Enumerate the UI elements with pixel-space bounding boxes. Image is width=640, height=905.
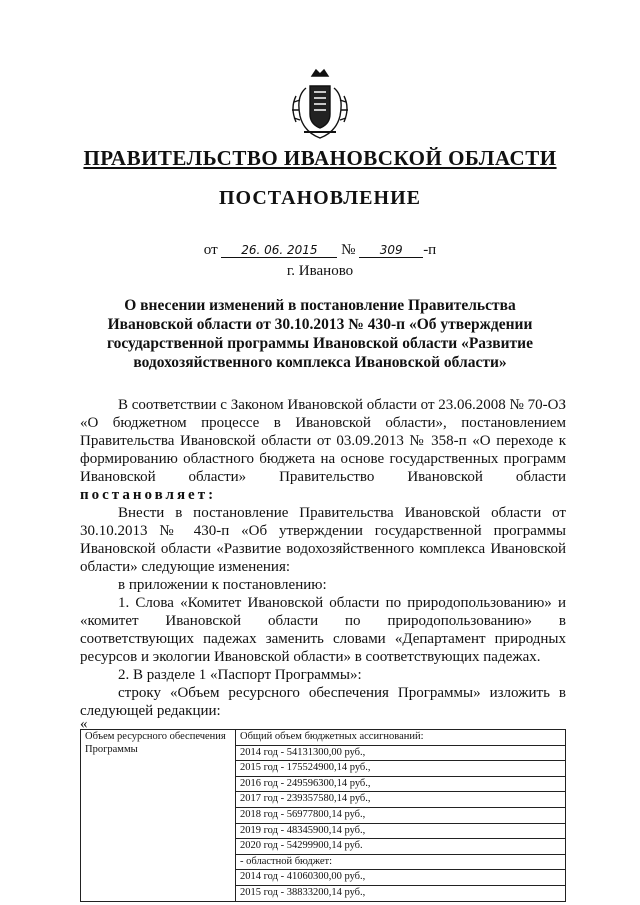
table-row-label: Объем ресурсного обеспечения Программы	[81, 730, 236, 902]
coat-of-arms-icon	[286, 66, 354, 142]
opening-quote: «	[80, 716, 88, 732]
table-row: 2020 год - 54299900,14 руб.	[236, 839, 565, 855]
table-row: 2017 год - 239357580,14 руб.,	[236, 792, 565, 808]
resolution-word: постановляет:	[80, 487, 217, 503]
paragraph-item-2: 2. В разделе 1 «Паспорт Программы»:	[118, 667, 362, 683]
number-suffix: -п	[423, 242, 437, 258]
paragraph-annex: в приложении к постановлению:	[118, 577, 327, 593]
paragraph-preamble: В соответствии с Законом Ивановской области от 23.06.2008 № 70-ОЗ «О бюджетном процессе в Ивановской области», постановлением Правительства Ивановской области от 03.09.2013 № 358-п «О переходе к формированию областного бюджета на основе государственных программ Ивановской области» Правительство Ивановской области постановляет:	[80, 397, 566, 503]
government-title: ПРАВИТЕЛЬСТВО ИВАНОВСКОЙ ОБЛАСТИ	[83, 146, 557, 170]
number-prefix: №	[341, 242, 356, 258]
date-number-line	[0, 242, 640, 259]
document-date: 26. 06. 2015	[221, 243, 337, 258]
paragraph-row-replace: строку «Объем ресурсного обеспечения Программы» изложить в следующей редакции:	[80, 685, 566, 719]
document-number: 309	[359, 243, 423, 258]
table-row: 2015 год - 175524900,14 руб.,	[236, 761, 565, 777]
table-row: 2014 год - 41060300,00 руб.,	[236, 870, 565, 886]
city: г. Иваново	[286, 263, 354, 279]
table-row: 2018 год - 56977800,14 руб.,	[236, 808, 565, 824]
document-body	[80, 396, 566, 720]
table-row: 2016 год - 249596300,14 руб.,	[236, 777, 565, 793]
resource-table	[80, 729, 566, 902]
table-values-cell	[236, 730, 566, 902]
table-row: - областной бюджет:	[236, 855, 565, 871]
table-row: Общий объем бюджетных ассигнований:	[236, 730, 565, 746]
date-prefix: от	[203, 242, 218, 258]
paragraph-amend: Внести в постановление Правительства Ивановской области от 30.10.2013 № 430-п «Об утверждении государственной программы Ивановской области «Развитие водохозяйственного комплекса Ивановской области» следующие изменения:	[80, 505, 566, 575]
document-type: ПОСТАНОВЛЕНИЕ	[219, 187, 421, 209]
paragraph-item-1: 1. Слова «Комитет Ивановской области по природопользованию» и «комитет Ивановской области по природопользованию» в соответствующих падежах заменить словами «Департамент природных ресурсов и экологии Ивановской области» в соответствующих падежах.	[80, 595, 566, 665]
table-row: 2019 год - 48345900,14 руб.,	[236, 824, 565, 840]
document-subject: О внесении изменений в постановление Правительства Ивановской области от 30.10.2013 № 430-п «Об утверждении государственной программы Ивановской области «Развитие водохозяйственного комплекса Ивановской области»	[106, 297, 533, 371]
table-row: 2014 год - 54131300,00 руб.,	[236, 746, 565, 762]
table-row: 2015 год - 38833200,14 руб.,	[240, 886, 366, 898]
